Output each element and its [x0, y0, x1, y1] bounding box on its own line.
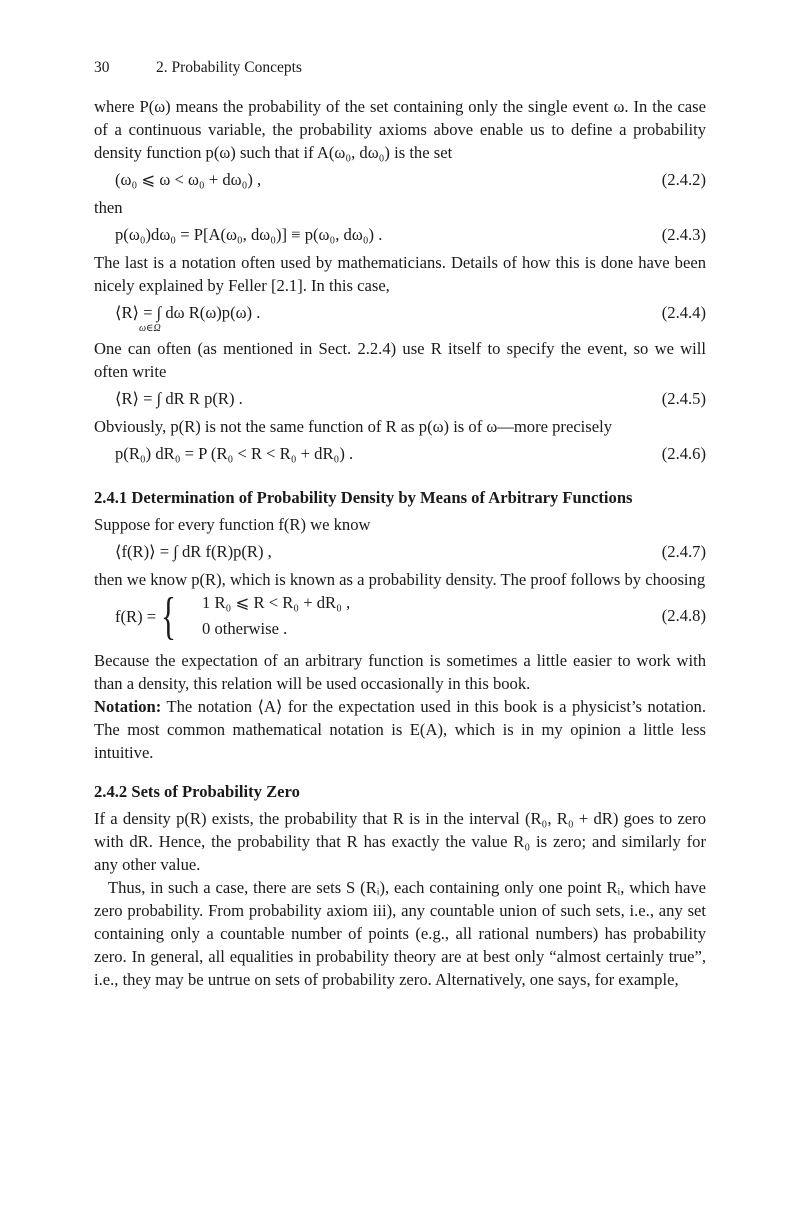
equation-number: (2.4.7): [661, 542, 706, 561]
paragraph-5: Suppose for every function f(R) we know: [94, 515, 371, 534]
page-number: 30: [94, 59, 110, 76]
equation-number: (2.4.4): [661, 303, 706, 322]
cases-brace: {: [160, 588, 176, 645]
paragraph-6: then we know p(R), which is known as a probability density. The proof follows by choosing: [94, 570, 706, 589]
equation-2-4-2: [94, 164, 706, 196]
section-heading-2-4-2: 2.4.2 Sets of Probability Zero: [94, 782, 300, 801]
equation-2-4-4: [94, 297, 706, 337]
paragraph-notation: [94, 695, 706, 764]
equation-2-4-6: [94, 438, 706, 470]
equation-number: (2.4.3): [661, 225, 706, 244]
equation-number: (2.4.6): [661, 444, 706, 463]
notation-label: Notation:: [94, 697, 162, 716]
notation-text: The notation ⟨A⟩ for the expectation used in this book is a physicist’s notation. The most common mathematical notation is E(A), which is in my opinion a little less intuitive.: [94, 697, 706, 762]
equation-2-4-7: [94, 536, 706, 568]
equation-expression: ⟨f(R)⟩ = ∫ dR f(R)p(R) ,: [115, 542, 272, 561]
equation-expression: (ω₀ ⩽ ω < ω₀ + dω₀) ,: [115, 170, 262, 189]
paragraph-7: Because the expectation of an arbitrary function is sometimes a little easier to work with than a density, this relation will be used occasionally in this book.: [94, 651, 706, 693]
paragraph-2: The last is a notation often used by mathematicians. Details of how this is done have been nicely explained by Feller [2.1]. In this case,: [94, 253, 706, 295]
equation-expression: ⟨R⟩ = ∫ dω R(ω)p(ω) .: [115, 303, 261, 322]
paragraph-10: Thus, in such a case, there are sets S (Rᵢ), each containing only one point Rᵢ, which have zero probability. From probability axiom iii), any countable union of such sets, i.e., any set containing only a countable number of points (e.g., all rational numbers) has probability zero. In general, all equalities in probability theory are at best only “almost certainly true”, i.e., they may be untrue on sets of probability zero. Alternatively, one says, for example,: [94, 878, 706, 989]
paragraph-9: If a density p(R) exists, the probability that R is in the interval (R₀, R₀ + dR) goes to zero with dR. Hence, the probability that R has exactly the value R₀ is zero; and similarly for any other value.: [94, 809, 706, 874]
case-row-2: 0 otherwise .: [202, 619, 288, 638]
equation-lhs: f(R) =: [115, 607, 157, 626]
equation-number: (2.4.5): [661, 389, 706, 408]
equation-number: (2.4.2): [661, 170, 706, 189]
equation-expression: p(ω₀)dω₀ = P[A(ω₀, dω₀)] ≡ p(ω₀, dω₀) .: [115, 225, 383, 244]
equation-2-4-5: [94, 383, 706, 415]
page-body: [94, 95, 706, 991]
equation-number: (2.4.8): [661, 606, 706, 625]
equation-2-4-3: [94, 219, 706, 251]
integral-subscript: ω∈Ω: [139, 323, 161, 334]
equation-expression: ⟨R⟩ = ∫ dR R p(R) .: [115, 389, 243, 408]
case-row-1: 1 R₀ ⩽ R < R₀ + dR₀ ,: [202, 593, 351, 612]
running-title: 2. Probability Concepts: [156, 59, 302, 76]
equation-expression: p(R₀) dR₀ = P (R₀ < R < R₀ + dR₀) .: [115, 444, 354, 463]
paragraph-3: One can often (as mentioned in Sect. 2.2.4) use R itself to specify the event, so we will often write: [94, 339, 706, 381]
paragraph-1: where P(ω) means the probability of the set containing only the single event ω. In the case of a continuous variable, the probability axioms above enable us to define a probability density function p(ω) such that if A(ω₀, dω₀) is the set: [94, 97, 706, 162]
equation-2-4-8: [94, 588, 706, 649]
paragraph-4: Obviously, p(R) is not the same function of R as p(ω) is of ω—more precisely: [94, 417, 613, 436]
section-heading-2-4-1: 2.4.1 Determination of Probability Density by Means of Arbitrary Functions: [94, 488, 633, 507]
paragraph-then: then: [94, 198, 123, 217]
